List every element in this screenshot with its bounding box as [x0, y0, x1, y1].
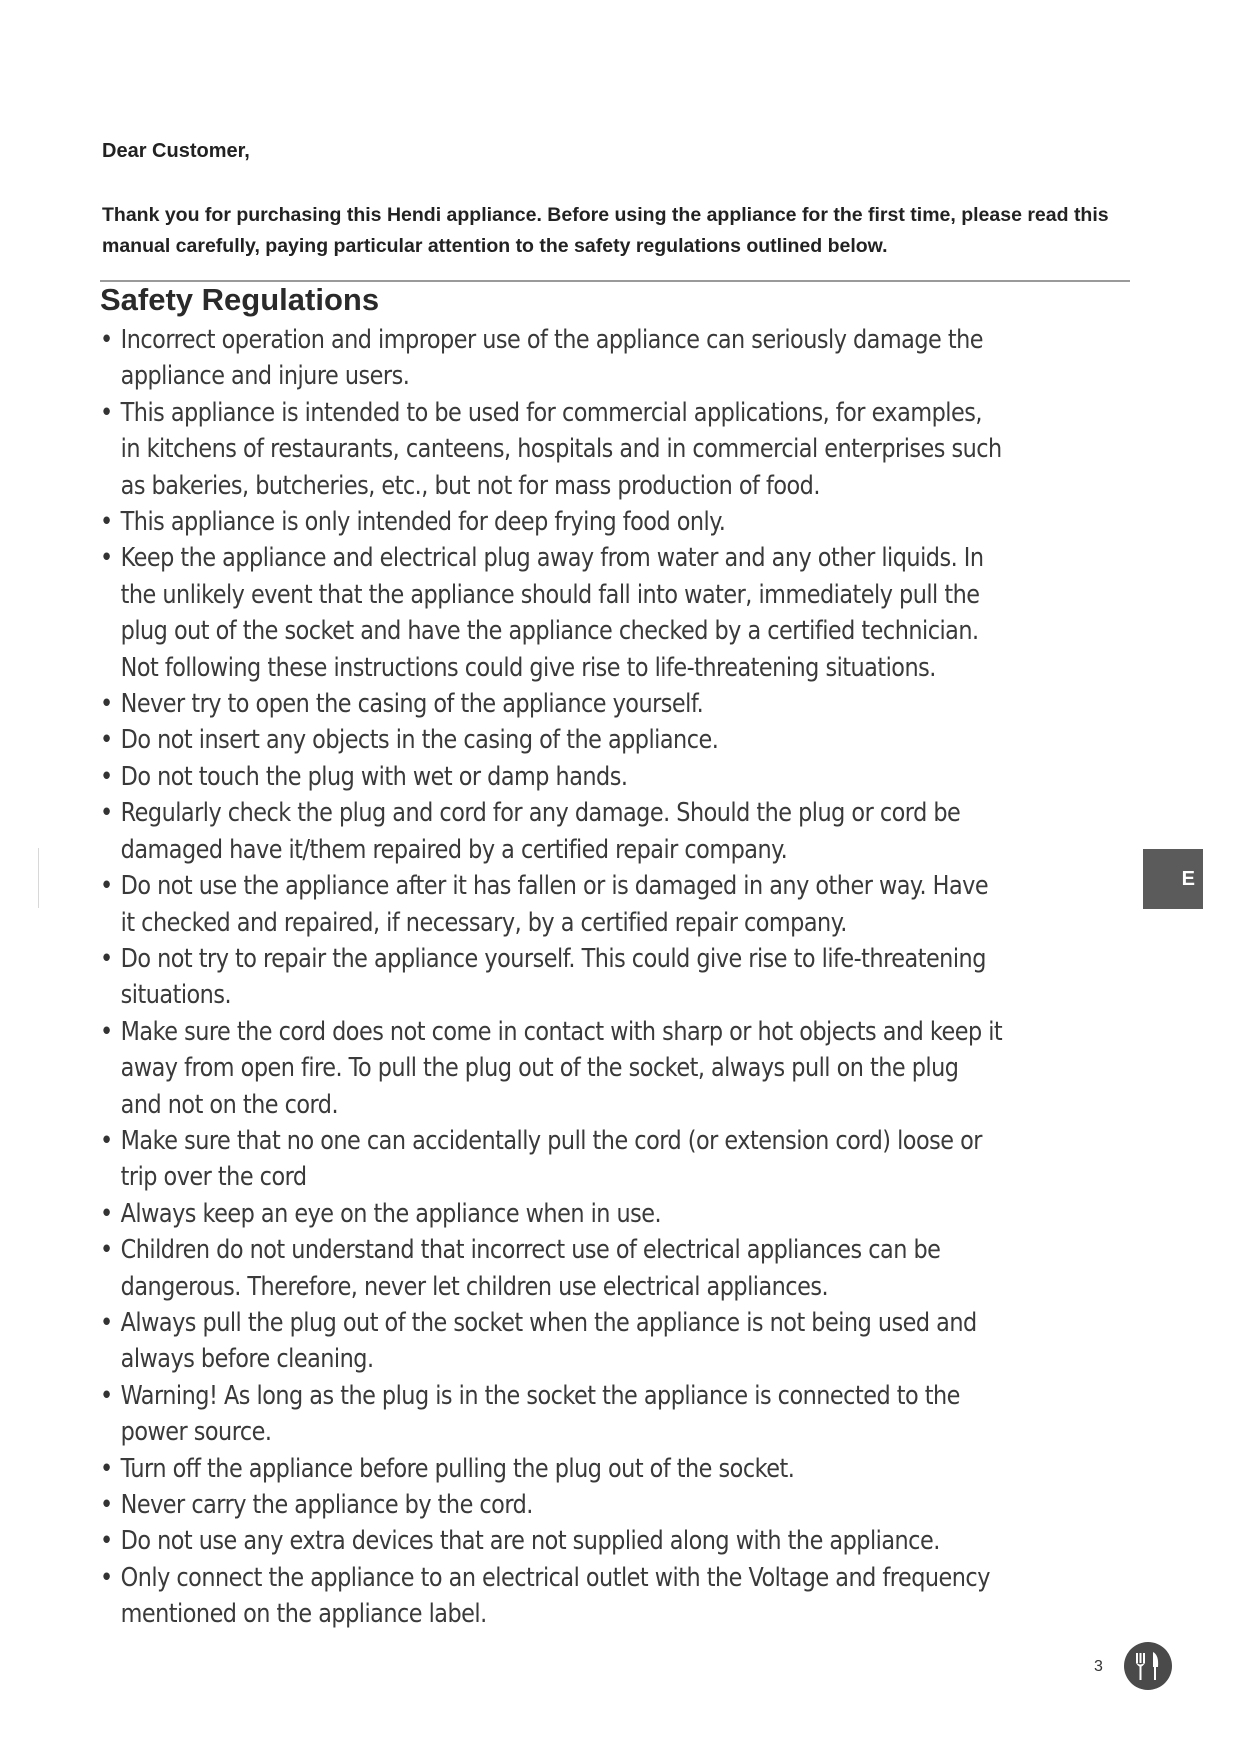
list-item: • Children do not understand that incorrect use of electrical appliances can be dangerous. Therefore, never let children use electrical appliances. — [100, 1232, 1003, 1305]
list-item: • Do not touch the plug with wet or damp hands. — [100, 759, 1003, 795]
list-item: • Turn off the appliance before pulling the plug out of the socket. — [100, 1451, 1003, 1487]
list-item: • Do not try to repair the appliance yourself. This could give rise to life-threatening situations. — [100, 941, 1003, 1014]
page-number: 3 — [1094, 1658, 1103, 1675]
list-item: • This appliance is only intended for deep frying food only. — [100, 504, 1003, 540]
list-item: • Keep the appliance and electrical plug away from water and any other liquids. In the unlikely event that the appliance should fall into water, immediately pull the plug out of the socket and have the appliance checked by a certified technician. Not following these instructions could give rise to life-threatening situations. — [100, 540, 1003, 686]
list-item: • This appliance is intended to be used for commercial applications, for examples, in kitchens of restaurants, canteens, hospitals and in commercial enterprises such as bakeries, butcheries, etc., but not for mass production of food. — [100, 395, 1003, 504]
list-item: • Only connect the appliance to an electrical outlet with the Voltage and frequency mentioned on the appliance label. — [100, 1560, 1003, 1633]
list-item: • Do not use the appliance after it has fallen or is damaged in any other way. Have it checked and repaired, if necessary, by a certified repair company. — [100, 868, 1003, 941]
list-item: • Make sure the cord does not come in contact with sharp or hot objects and keep it away from open fire. To pull the plug out of the socket, always pull on the plug and not on the cord. — [100, 1014, 1003, 1123]
safety-rules-list — [100, 322, 1003, 1633]
language-tab — [1143, 849, 1203, 909]
greeting: Dear Customer, — [102, 140, 250, 162]
list-item: • Do not use any extra devices that are not supplied along with the appliance. — [100, 1523, 1003, 1559]
list-item: • Always keep an eye on the appliance when in use. — [100, 1196, 1003, 1232]
list-item: • Warning! As long as the plug is in the socket the appliance is connected to the power source. — [100, 1378, 1003, 1451]
list-item: • Do not insert any objects in the casing of the appliance. — [100, 722, 1003, 758]
list-item: • Make sure that no one can accidentally pull the cord (or extension cord) loose or trip over the cord — [100, 1123, 1003, 1196]
list-item: • Never try to open the casing of the appliance yourself. — [100, 686, 1003, 722]
section-heading: Safety Regulations — [100, 282, 380, 317]
list-item: • Never carry the appliance by the cord. — [100, 1487, 1003, 1523]
list-item: • Regularly check the plug and cord for any damage. Should the plug or cord be damaged have it/them repaired by a certified repair company. — [100, 795, 1003, 868]
language-tab-label: E — [1181, 867, 1195, 890]
list-item: • Incorrect operation and improper use of the appliance can seriously damage the appliance and injure users. — [100, 322, 1003, 395]
list-item: • Always pull the plug out of the socket when the appliance is not being used and always before cleaning. — [100, 1305, 1003, 1378]
margin-mark — [38, 848, 39, 908]
hendi-cutlery-logo-icon — [1123, 1641, 1173, 1691]
intro-paragraph: Thank you for purchasing this Hendi appliance. Before using the appliance for the first time, please read this manual carefully, paying particular attention to the safety regulations outlined below. — [102, 204, 1109, 257]
